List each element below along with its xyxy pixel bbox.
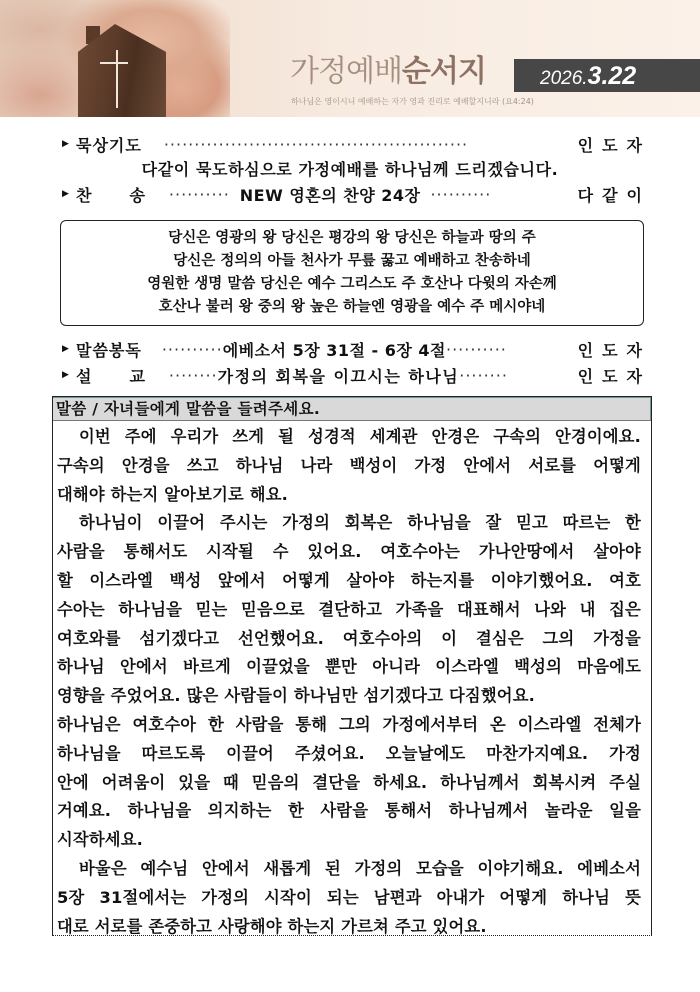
scripture-subtitle: 하나님은 영이시니 예배하는 자가 영과 진리로 예배할지니라 (요4:24) <box>291 97 534 106</box>
text-line: 할 이스라엘 백성 앞에서 어떻게 살아야 하는지를 이야기했어요. 여호 <box>57 570 641 590</box>
text-line: 대로 서로를 존중하고 사랑해야 하는지 가르쳐 주고 있어요. <box>57 916 487 936</box>
text-line: 수아는 하나님을 믿는 믿음으로 결단하고 가족을 대표해서 나와 내 집은 <box>57 599 641 619</box>
bullet-triangle-icon: ▶ <box>62 344 70 354</box>
text-line: 영향을 주었어요. 많은 사람들이 하나님만 섬기겠다고 다짐했어요. <box>57 686 536 706</box>
bullet-triangle-icon: ▶ <box>62 189 70 199</box>
text-line: 안에 어려움이 있을 때 믿음의 결단을 하세요. 하나님께서 회복시켜 주실 <box>57 772 641 792</box>
order-row-sermon <box>62 363 651 387</box>
text-line: 구속의 안경을 쓰고 하나님 나라 백성이 가정 안에서 서로를 어떻게 <box>57 455 641 475</box>
text-line: 사람을 통해서도 시작될 수 있어요. 여호수아는 가나안땅에서 살아야 <box>57 542 641 562</box>
order-row-scripture-reading <box>62 337 651 361</box>
text-line: 하나님이 이끌어 주시는 가정의 회복은 하나님을 잘 믿고 따르는 한 <box>79 513 641 533</box>
leader-dots: ·················································· <box>163 134 469 154</box>
hymn-line: 당신은 정의의 아들 천사가 무릎 꿇고 예배하고 찬송하네 <box>173 253 531 269</box>
order-leader: 인도자 <box>577 135 651 155</box>
leader-dots: ·········· <box>446 339 507 359</box>
text-line: 이번 주에 우리가 쓰게 될 성경적 세계관 안경은 구속의 안경이에요. <box>79 427 641 446</box>
hymn-line: 영원한 생명 말씀 당신은 예수 그리스도 주 호산나 다윗의 자손께 <box>147 276 557 292</box>
text-line: 거예요. 하나님을 의지하는 한 사람을 통해서 하나님께서 놀라운 일을 <box>57 801 641 821</box>
sermon-title: 가정의 회복을 이끄시는 하나님 <box>217 366 460 386</box>
order-row-silent-prayer <box>62 132 651 156</box>
sermon-paragraph <box>57 509 641 711</box>
text-line: 하나님은 여호수아 한 사람을 통해 그의 가정에서부터 온 이스라엘 전체가 <box>57 714 641 734</box>
sermon-section <box>52 396 652 936</box>
order-label: 묵상기도 <box>76 135 142 155</box>
title-light: 가정예배 <box>290 54 402 89</box>
order-leader: 인도자 <box>577 340 651 360</box>
order-label: 말씀봉독 <box>76 340 142 360</box>
hymn-line: 호산나 불러 왕 중의 왕 높은 하늘엔 영광을 예수 주 메시야네 <box>158 299 546 315</box>
service-date <box>540 62 636 94</box>
title-bold: 순서지 <box>401 54 486 89</box>
leader-dots: ·········· <box>168 184 230 204</box>
scripture-reference: 에베소서 5장 31절 - 6장 4절 <box>222 340 446 360</box>
text-line: 여호와를 섬기겠다고 선언했어요. 여호수아의 이 결심은 그의 가정을 <box>57 628 641 648</box>
text-line: 하나님을 따르도록 이끌어 주셨어요. 오늘날에도 마찬가지예요. 가정 <box>57 743 641 763</box>
page-title <box>290 54 486 90</box>
sermon-paragraph <box>57 855 641 941</box>
order-leader: 다같이 <box>577 185 651 205</box>
order-row-hymn <box>62 182 651 206</box>
sermon-paragraph <box>57 423 641 509</box>
leader-dots: ········ <box>168 365 218 385</box>
cross-icon-bar <box>100 62 128 64</box>
cross-icon <box>116 50 118 108</box>
date-year: 2026. <box>540 68 588 89</box>
section-heading: 말씀 / 자녀들에게 말씀을 들려주세요. <box>53 397 651 421</box>
bullet-triangle-icon: ▶ <box>62 370 70 380</box>
text-line: 시작하세요. <box>57 830 144 850</box>
text-line: 5장 31절에서는 가정의 시작이 되는 남편과 아내가 어떻게 하나님 뜻 <box>57 887 641 907</box>
sermon-paragraph <box>57 711 641 855</box>
hymn-lyrics-box <box>60 220 644 326</box>
silent-prayer-note: 다같이 묵도하심으로 가정예배를 하나님께 드리겠습니다. <box>141 160 559 179</box>
text-line: 바울은 예수님 안에서 새롭게 된 가정의 모습을 이야기해요. 에베소서 <box>79 858 641 878</box>
header-banner <box>0 0 700 117</box>
order-label: 설 교 <box>76 366 147 386</box>
sermon-body <box>53 421 651 941</box>
order-leader: 인도자 <box>577 366 651 386</box>
text-line: 하나님 안에서 바르게 이끌었을 뿐만 아니라 이스라엘 백성의 마음에도 <box>57 657 641 677</box>
leader-dots: ········ <box>459 365 508 385</box>
text-line: 대해야 하는지 알아보기로 해요. <box>57 484 289 504</box>
hymn-line: 당신은 영광의 왕 당신은 평강의 왕 당신은 하늘과 땅의 주 <box>168 230 536 246</box>
leader-dots: ·········· <box>161 339 223 359</box>
leader-dots: ·········· <box>430 184 492 204</box>
date-monthday: 3.22 <box>587 62 637 90</box>
order-label: 찬 송 <box>76 185 147 205</box>
hymn-title: NEW 영혼의 찬양 24장 <box>239 185 421 205</box>
bullet-triangle-icon: ▶ <box>62 139 70 149</box>
